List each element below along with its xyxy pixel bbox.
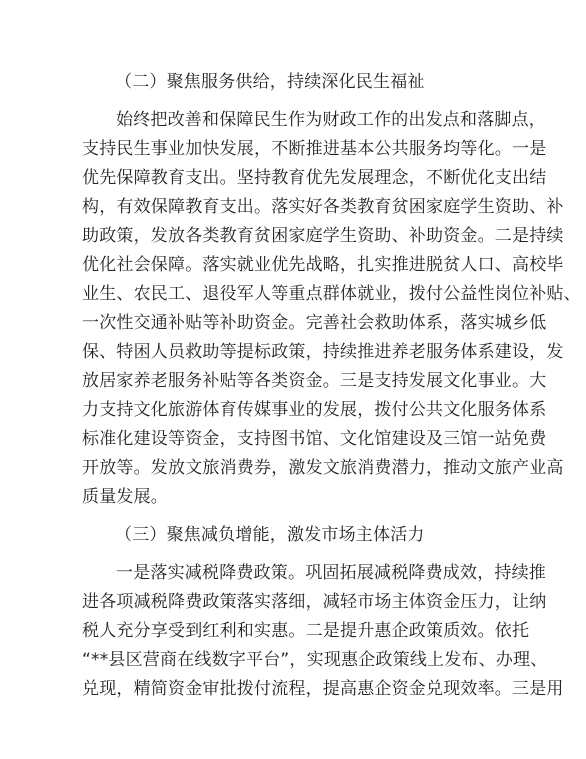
section-heading-3: （三）聚焦减负增能，激发市场主体活力 <box>115 525 425 545</box>
paragraph-line: 标准化建设等资金，支持图书馆、文化馆建设及三馆一站免费 <box>82 429 547 449</box>
paragraph-line: 优先保障教育支出。坚持教育优先发展理念，不断优化支出结 <box>82 168 547 188</box>
paragraph-line: 质量发展。 <box>82 487 168 507</box>
paragraph-line: 税人充分享受到红利和实惠。二是提升惠企政策质效。依托 <box>82 621 530 641</box>
paragraph-line: “**县区营商在线数字平台”，实现惠企政策线上发布、办理、 <box>82 650 548 670</box>
paragraph-line: 兑现，精简资金审批拨付流程，提高惠企资金兑现效率。三是用 <box>82 679 564 699</box>
paragraph-line: 优化社会保障。落实就业优先战略，扎实推进脱贫人口、高校毕 <box>82 255 564 275</box>
paragraph-line: 放居家养老服务补贴等各类资金。三是支持发展文化事业。大 <box>82 371 547 391</box>
paragraph-line: 构，有效保障教育支出。落实好各类教育贫困家庭学生资助、补 <box>82 197 564 217</box>
paragraph-line: 力支持文化旅游体育传媒事业的发展，拨付公共文化服务体系 <box>82 400 547 420</box>
paragraph-line: 业生、农民工、退役军人等重点群体就业，拨付公益性岗位补贴、 <box>82 284 581 304</box>
paragraph-line: 保、特困人员救助等提标政策，持续推进养老服务体系建设，发 <box>82 342 564 362</box>
section-heading-2: （二）聚焦服务供给，持续深化民生福祉 <box>115 72 425 92</box>
paragraph-line: 开放等。发放文旅消费券，激发文旅消费潜力，推动文旅产业高 <box>82 458 564 478</box>
paragraph-line: 助政策，发放各类教育贫困家庭学生资助、补助资金。二是持续 <box>82 226 564 246</box>
paragraph-line: 一次性交通补贴等补助资金。完善社会救助体系，落实城乡低 <box>82 313 547 333</box>
paragraph-line: 始终把改善和保障民生作为财政工作的出发点和落脚点， <box>116 110 546 130</box>
paragraph-line: 进各项减税降费政策落实落细，减轻市场主体资金压力，让纳 <box>82 592 547 612</box>
paragraph-line: 一是落实减税降费政策。巩固拓展减税降费成效，持续推 <box>116 563 546 583</box>
paragraph-line: 支持民生事业加快发展，不断推进基本公共服务均等化。一是 <box>82 139 547 159</box>
